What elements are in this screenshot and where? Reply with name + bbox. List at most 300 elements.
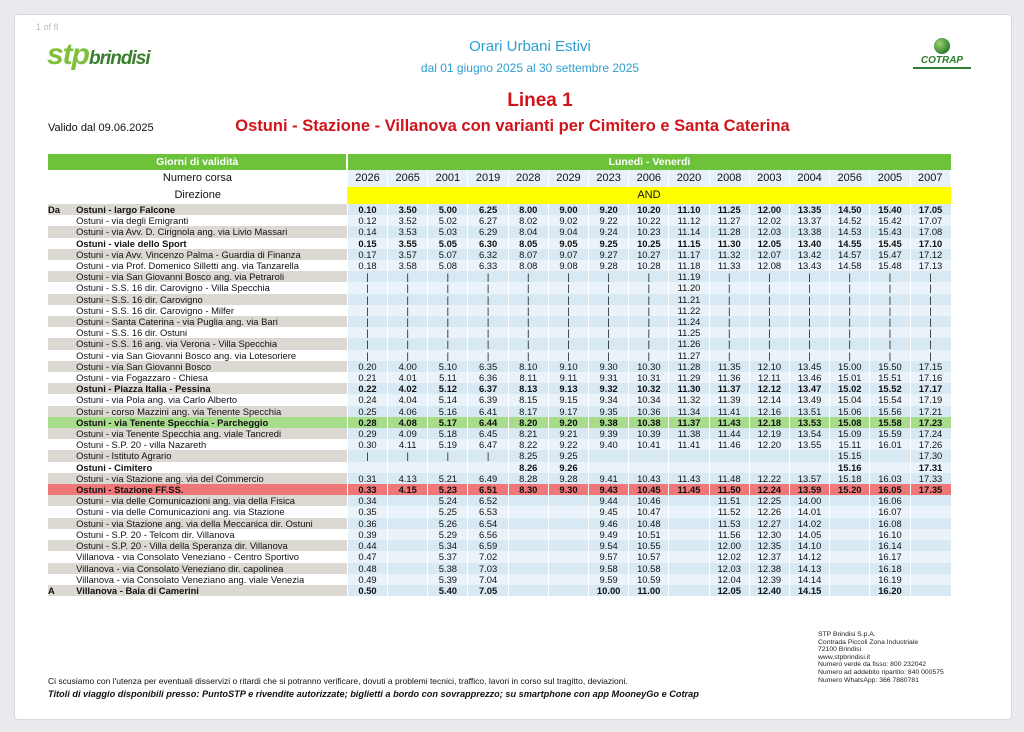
departure-time: | xyxy=(388,294,428,305)
departure-time: 13.47 xyxy=(789,383,829,394)
departure-time: | xyxy=(830,282,870,293)
departure-time: 9.46 xyxy=(589,518,629,529)
departure-time: | xyxy=(629,271,669,282)
validity-value: Lunedì - Venerdì xyxy=(347,154,950,170)
departure-time: 0.14 xyxy=(347,226,387,237)
departure-time: 11.21 xyxy=(669,294,709,305)
departure-time xyxy=(830,518,870,529)
company-info xyxy=(818,631,944,684)
departure-time xyxy=(910,585,950,596)
departure-time: 16.01 xyxy=(870,439,910,450)
departure-time: 8.28 xyxy=(508,473,548,484)
departure-time: 5.12 xyxy=(428,383,468,394)
departure-time: 13.45 xyxy=(789,361,829,372)
departure-time: | xyxy=(749,282,789,293)
departure-time: 11.19 xyxy=(669,271,709,282)
departure-time: 14.57 xyxy=(830,249,870,260)
row-flag xyxy=(48,518,76,529)
table-row xyxy=(48,361,951,372)
departure-time: | xyxy=(910,282,950,293)
departure-time: 4.09 xyxy=(388,428,428,439)
departure-time: 11.25 xyxy=(709,204,749,215)
table-row xyxy=(48,226,951,237)
departure-time xyxy=(388,518,428,529)
departure-time xyxy=(388,462,428,473)
stop-name: Ostuni - Stazione FF.SS. xyxy=(76,484,347,495)
departure-time: 4.11 xyxy=(388,439,428,450)
departure-time: 15.52 xyxy=(870,383,910,394)
departure-time: 0.35 xyxy=(347,506,387,517)
departure-time: | xyxy=(468,305,508,316)
departure-time: | xyxy=(468,450,508,461)
departure-time xyxy=(910,574,950,585)
run-number: 2007 xyxy=(910,170,950,187)
departure-time: 12.30 xyxy=(749,529,789,540)
run-number: 2004 xyxy=(789,170,829,187)
stop-name: Ostuni - via Pola ang. via Carlo Alberto xyxy=(76,394,347,405)
stop-name: Ostuni - via delle Comunicazioni ang. via della Fisica xyxy=(76,495,347,506)
departure-time: 12.07 xyxy=(749,249,789,260)
departure-time: 15.20 xyxy=(830,484,870,495)
departure-time: | xyxy=(589,338,629,349)
departure-time: 11.38 xyxy=(669,428,709,439)
departure-time xyxy=(388,551,428,562)
departure-time: 6.27 xyxy=(468,215,508,226)
departure-time xyxy=(830,540,870,551)
departure-time: 9.17 xyxy=(548,406,588,417)
departure-time: 11.24 xyxy=(669,316,709,327)
departure-time: | xyxy=(508,316,548,327)
departure-time: | xyxy=(347,282,387,293)
run-number: 2008 xyxy=(709,170,749,187)
table-row xyxy=(48,428,951,439)
departure-time: 13.38 xyxy=(789,226,829,237)
departure-time: | xyxy=(910,327,950,338)
departure-time: 0.22 xyxy=(347,383,387,394)
row-flag xyxy=(48,551,76,562)
departure-time: | xyxy=(629,327,669,338)
departure-time: 14.55 xyxy=(830,238,870,249)
departure-time: 9.07 xyxy=(548,249,588,260)
page-counter: 1 of 8 xyxy=(36,22,59,32)
departure-time: 4.13 xyxy=(388,473,428,484)
table-row xyxy=(48,215,951,226)
departure-time: 0.48 xyxy=(347,563,387,574)
departure-time: | xyxy=(508,338,548,349)
departure-time: 4.08 xyxy=(388,417,428,428)
departure-time: 5.23 xyxy=(428,484,468,495)
departure-time: | xyxy=(589,271,629,282)
departure-time: 9.25 xyxy=(589,238,629,249)
departure-time: 17.26 xyxy=(910,439,950,450)
departure-time: 0.50 xyxy=(347,585,387,596)
departure-time: 14.01 xyxy=(789,506,829,517)
departure-time: 17.23 xyxy=(910,417,950,428)
departure-time: 10.41 xyxy=(629,439,669,450)
departure-time xyxy=(629,462,669,473)
departure-time: 11.50 xyxy=(709,484,749,495)
departure-time: 0.31 xyxy=(347,473,387,484)
departure-time xyxy=(669,495,709,506)
row-flag xyxy=(48,316,76,327)
departure-time: 12.19 xyxy=(749,428,789,439)
departure-time: 15.45 xyxy=(870,238,910,249)
departure-time: 0.24 xyxy=(347,394,387,405)
row-flag xyxy=(48,305,76,316)
stop-name: Ostuni - via Tenente Specchia - Parcheggio xyxy=(76,417,347,428)
departure-time: 11.34 xyxy=(669,406,709,417)
departure-time: | xyxy=(870,294,910,305)
row-flag xyxy=(48,226,76,237)
departure-time xyxy=(388,585,428,596)
departure-time: 6.56 xyxy=(468,529,508,540)
table-row xyxy=(48,473,951,484)
departure-time: 11.26 xyxy=(669,338,709,349)
departure-time: 14.58 xyxy=(830,260,870,271)
departure-time: | xyxy=(428,305,468,316)
departure-time: 5.11 xyxy=(428,372,468,383)
departure-time: 0.15 xyxy=(347,238,387,249)
departure-time: 10.22 xyxy=(629,215,669,226)
departure-time: | xyxy=(428,350,468,361)
departure-time: | xyxy=(749,316,789,327)
departure-time: 10.28 xyxy=(629,260,669,271)
departure-time: 7.03 xyxy=(468,563,508,574)
company-line: Numero WhatsApp: 366 7880781 xyxy=(818,676,919,684)
departure-time: 11.12 xyxy=(669,215,709,226)
departure-time: 6.41 xyxy=(468,406,508,417)
departure-time: | xyxy=(468,271,508,282)
table-row xyxy=(48,406,951,417)
departure-time: | xyxy=(629,294,669,305)
departure-time: 15.50 xyxy=(870,361,910,372)
row-flag xyxy=(48,215,76,226)
departure-time: 14.13 xyxy=(789,563,829,574)
departure-time xyxy=(830,506,870,517)
departure-time: 12.24 xyxy=(749,484,789,495)
validity-row xyxy=(48,154,951,170)
departure-time: 13.40 xyxy=(789,238,829,249)
departure-time xyxy=(468,462,508,473)
departure-time: 16.14 xyxy=(870,540,910,551)
table-row xyxy=(48,439,951,450)
departure-time xyxy=(669,574,709,585)
departure-time: 11.35 xyxy=(709,361,749,372)
stop-name: Ostuni - largo Falcone xyxy=(76,204,347,215)
run-number: 2019 xyxy=(468,170,508,187)
departure-time: 12.20 xyxy=(749,439,789,450)
departure-time: | xyxy=(709,350,749,361)
departure-time: 11.43 xyxy=(709,417,749,428)
departure-time: | xyxy=(830,294,870,305)
departure-time: | xyxy=(388,350,428,361)
departure-time: 5.00 xyxy=(428,204,468,215)
departure-time: 17.31 xyxy=(910,462,950,473)
departure-time: 15.11 xyxy=(830,439,870,450)
departure-time: 10.43 xyxy=(629,473,669,484)
departure-time: 14.00 xyxy=(789,495,829,506)
departure-time: 9.21 xyxy=(548,428,588,439)
departure-time: 9.40 xyxy=(589,439,629,450)
departure-time: 9.24 xyxy=(589,226,629,237)
departure-time xyxy=(548,540,588,551)
logo-main-text: stp xyxy=(47,38,89,71)
departure-time: 10.30 xyxy=(629,361,669,372)
departure-time: 17.12 xyxy=(910,249,950,260)
departure-time: 12.25 xyxy=(749,495,789,506)
direction-value: AND xyxy=(347,187,950,204)
departure-time: 9.58 xyxy=(589,563,629,574)
departure-time: 9.49 xyxy=(589,529,629,540)
stop-name: Villanova - via Consolato Veneziano ang. viale Venezia xyxy=(76,574,347,585)
departure-time: 6.35 xyxy=(468,361,508,372)
departure-time: | xyxy=(428,316,468,327)
departure-time: | xyxy=(629,282,669,293)
departure-time: 11.27 xyxy=(669,350,709,361)
departure-time: 7.02 xyxy=(468,551,508,562)
departure-time xyxy=(388,540,428,551)
departure-time: 11.18 xyxy=(669,260,709,271)
table-row xyxy=(48,327,951,338)
departure-time: 8.22 xyxy=(508,439,548,450)
logo-underline xyxy=(913,67,971,69)
departure-time: 16.07 xyxy=(870,506,910,517)
stop-name: Ostuni - via degli Emigranti xyxy=(76,215,347,226)
departure-time: 7.05 xyxy=(468,585,508,596)
row-flag xyxy=(48,495,76,506)
departure-time: 9.31 xyxy=(589,372,629,383)
departure-time: 9.45 xyxy=(589,506,629,517)
departure-time: | xyxy=(709,316,749,327)
departure-time: 12.18 xyxy=(749,417,789,428)
stop-name: Ostuni - Piazza Italia - Pessina xyxy=(76,383,347,394)
departure-time xyxy=(669,585,709,596)
departure-time: 8.11 xyxy=(508,372,548,383)
departure-time: | xyxy=(548,327,588,338)
departure-time: 13.53 xyxy=(789,417,829,428)
departure-time: 9.22 xyxy=(548,439,588,450)
departure-time xyxy=(910,540,950,551)
departure-time xyxy=(830,563,870,574)
departure-time: 12.08 xyxy=(749,260,789,271)
departure-time: 10.57 xyxy=(629,551,669,562)
departure-time: 9.38 xyxy=(589,417,629,428)
departure-time: | xyxy=(508,327,548,338)
departure-time: 15.51 xyxy=(870,372,910,383)
departure-time: 4.15 xyxy=(388,484,428,495)
run-number: 2020 xyxy=(669,170,709,187)
departure-time: 0.21 xyxy=(347,372,387,383)
departure-time: | xyxy=(629,350,669,361)
stop-name: Ostuni - via San Giovanni Bosco xyxy=(76,361,347,372)
departure-time: | xyxy=(830,316,870,327)
departure-time: 10.55 xyxy=(629,540,669,551)
departure-time: | xyxy=(468,294,508,305)
departure-time: 6.39 xyxy=(468,394,508,405)
departure-time: | xyxy=(347,305,387,316)
departure-time: 5.05 xyxy=(428,238,468,249)
departure-time: | xyxy=(589,350,629,361)
run-number: 2001 xyxy=(428,170,468,187)
departure-time: 0.10 xyxy=(347,204,387,215)
stop-name: Ostuni - S.S. 16 dir. Carovigno - Milfer xyxy=(76,305,347,316)
departure-time xyxy=(830,574,870,585)
table-row xyxy=(48,540,951,551)
departure-time: | xyxy=(789,350,829,361)
departure-time: | xyxy=(508,294,548,305)
departure-time: 5.37 xyxy=(428,551,468,562)
company-line: Numero verde da fisso: 800 232042 xyxy=(818,661,927,669)
stop-name: Ostuni - via San Giovanni Bosco ang. via Lotesoriere xyxy=(76,350,347,361)
departure-time: | xyxy=(589,282,629,293)
departure-time: 10.59 xyxy=(629,574,669,585)
departure-time: | xyxy=(347,294,387,305)
departure-time xyxy=(830,529,870,540)
table-row xyxy=(48,495,951,506)
departure-time: | xyxy=(789,271,829,282)
departure-time: 13.55 xyxy=(789,439,829,450)
departure-time xyxy=(910,495,950,506)
departure-time xyxy=(508,540,548,551)
departure-time: 15.47 xyxy=(870,249,910,260)
row-flag xyxy=(48,361,76,372)
run-number: 2056 xyxy=(830,170,870,187)
departure-time: 6.30 xyxy=(468,238,508,249)
table-row xyxy=(48,271,951,282)
schedule-period: dal 01 giugno 2025 al 30 settembre 2025 xyxy=(420,61,640,75)
departure-time xyxy=(749,462,789,473)
departure-time: 12.05 xyxy=(709,585,749,596)
departure-time: 17.30 xyxy=(910,450,950,461)
departure-time: 4.02 xyxy=(388,383,428,394)
departure-time: 10.00 xyxy=(589,585,629,596)
departure-time: 9.34 xyxy=(589,394,629,405)
departure-time: 17.24 xyxy=(910,428,950,439)
departure-time: 12.38 xyxy=(749,563,789,574)
departure-time: 13.37 xyxy=(789,215,829,226)
run-number: 2065 xyxy=(388,170,428,187)
table-row xyxy=(48,350,951,361)
departure-time: 6.25 xyxy=(468,204,508,215)
departure-time: 17.16 xyxy=(910,372,950,383)
departure-time: 9.11 xyxy=(548,372,588,383)
departure-time: | xyxy=(789,327,829,338)
table-row xyxy=(48,529,951,540)
table-row xyxy=(48,282,951,293)
departure-time: 6.33 xyxy=(468,260,508,271)
company-line: www.stpbrindisi.it xyxy=(818,653,871,661)
departure-time: 5.26 xyxy=(428,518,468,529)
table-row xyxy=(48,305,951,316)
cotrap-logo xyxy=(907,38,977,69)
departure-time xyxy=(669,551,709,562)
departure-time: 16.19 xyxy=(870,574,910,585)
departure-time xyxy=(548,518,588,529)
departure-time: 12.14 xyxy=(749,394,789,405)
row-flag xyxy=(48,462,76,473)
departure-time: 11.33 xyxy=(709,260,749,271)
run-number: 2026 xyxy=(347,170,387,187)
departure-time xyxy=(669,518,709,529)
departure-time: 9.32 xyxy=(589,383,629,394)
departure-time: 15.40 xyxy=(870,204,910,215)
departure-time: 11.17 xyxy=(669,249,709,260)
departure-time: 6.37 xyxy=(468,383,508,394)
departure-time: 7.04 xyxy=(468,574,508,585)
departure-time: | xyxy=(347,316,387,327)
departure-time: 12.16 xyxy=(749,406,789,417)
departure-time: | xyxy=(830,271,870,282)
departure-time: 17.33 xyxy=(910,473,950,484)
departure-time xyxy=(347,462,387,473)
departure-time: 0.33 xyxy=(347,484,387,495)
departure-time: 9.02 xyxy=(548,215,588,226)
departure-time: 0.36 xyxy=(347,518,387,529)
stop-name: Ostuni - via delle Comunicazioni ang. via Stazione xyxy=(76,506,347,517)
row-flag xyxy=(48,260,76,271)
departure-time xyxy=(388,506,428,517)
departure-time: 9.25 xyxy=(548,450,588,461)
departure-time: | xyxy=(388,450,428,461)
departure-time xyxy=(910,563,950,574)
departure-time: 5.10 xyxy=(428,361,468,372)
departure-time: 9.28 xyxy=(548,473,588,484)
row-flag xyxy=(48,417,76,428)
departure-time xyxy=(388,529,428,540)
departure-time: 11.44 xyxy=(709,428,749,439)
departure-time: 8.17 xyxy=(508,406,548,417)
departure-time: 9.26 xyxy=(548,462,588,473)
departure-time: 10.39 xyxy=(629,428,669,439)
departure-time: 12.10 xyxy=(749,361,789,372)
table-row xyxy=(48,563,951,574)
departure-time: 12.11 xyxy=(749,372,789,383)
departure-time: | xyxy=(910,294,950,305)
table-row xyxy=(48,338,951,349)
departure-time: 11.41 xyxy=(669,439,709,450)
departure-time: 16.10 xyxy=(870,529,910,540)
departure-time: 5.17 xyxy=(428,417,468,428)
departure-time: 12.03 xyxy=(709,563,749,574)
departure-time xyxy=(709,450,749,461)
departure-time: 9.04 xyxy=(548,226,588,237)
departure-time: 11.39 xyxy=(709,394,749,405)
departure-time: 5.07 xyxy=(428,249,468,260)
departure-time: | xyxy=(789,316,829,327)
row-flag xyxy=(48,406,76,417)
departure-time xyxy=(548,529,588,540)
departure-time: 9.05 xyxy=(548,238,588,249)
departure-time: 15.02 xyxy=(830,383,870,394)
departure-time: 5.29 xyxy=(428,529,468,540)
row-flag xyxy=(48,473,76,484)
departure-time: 9.13 xyxy=(548,383,588,394)
departure-time xyxy=(830,551,870,562)
departure-time: | xyxy=(910,316,950,327)
departure-time: 12.04 xyxy=(709,574,749,585)
run-number-label: Numero corsa xyxy=(48,170,347,187)
departure-time: 0.29 xyxy=(347,428,387,439)
stop-name: Ostuni - S.P. 20 - Telcom dir. Villanova xyxy=(76,529,347,540)
departure-time: 10.23 xyxy=(629,226,669,237)
departure-time: | xyxy=(910,305,950,316)
run-number: 2029 xyxy=(548,170,588,187)
departure-time xyxy=(870,450,910,461)
row-flag xyxy=(48,282,76,293)
row-flag xyxy=(48,249,76,260)
table-row xyxy=(48,372,951,383)
table-row xyxy=(48,260,951,271)
